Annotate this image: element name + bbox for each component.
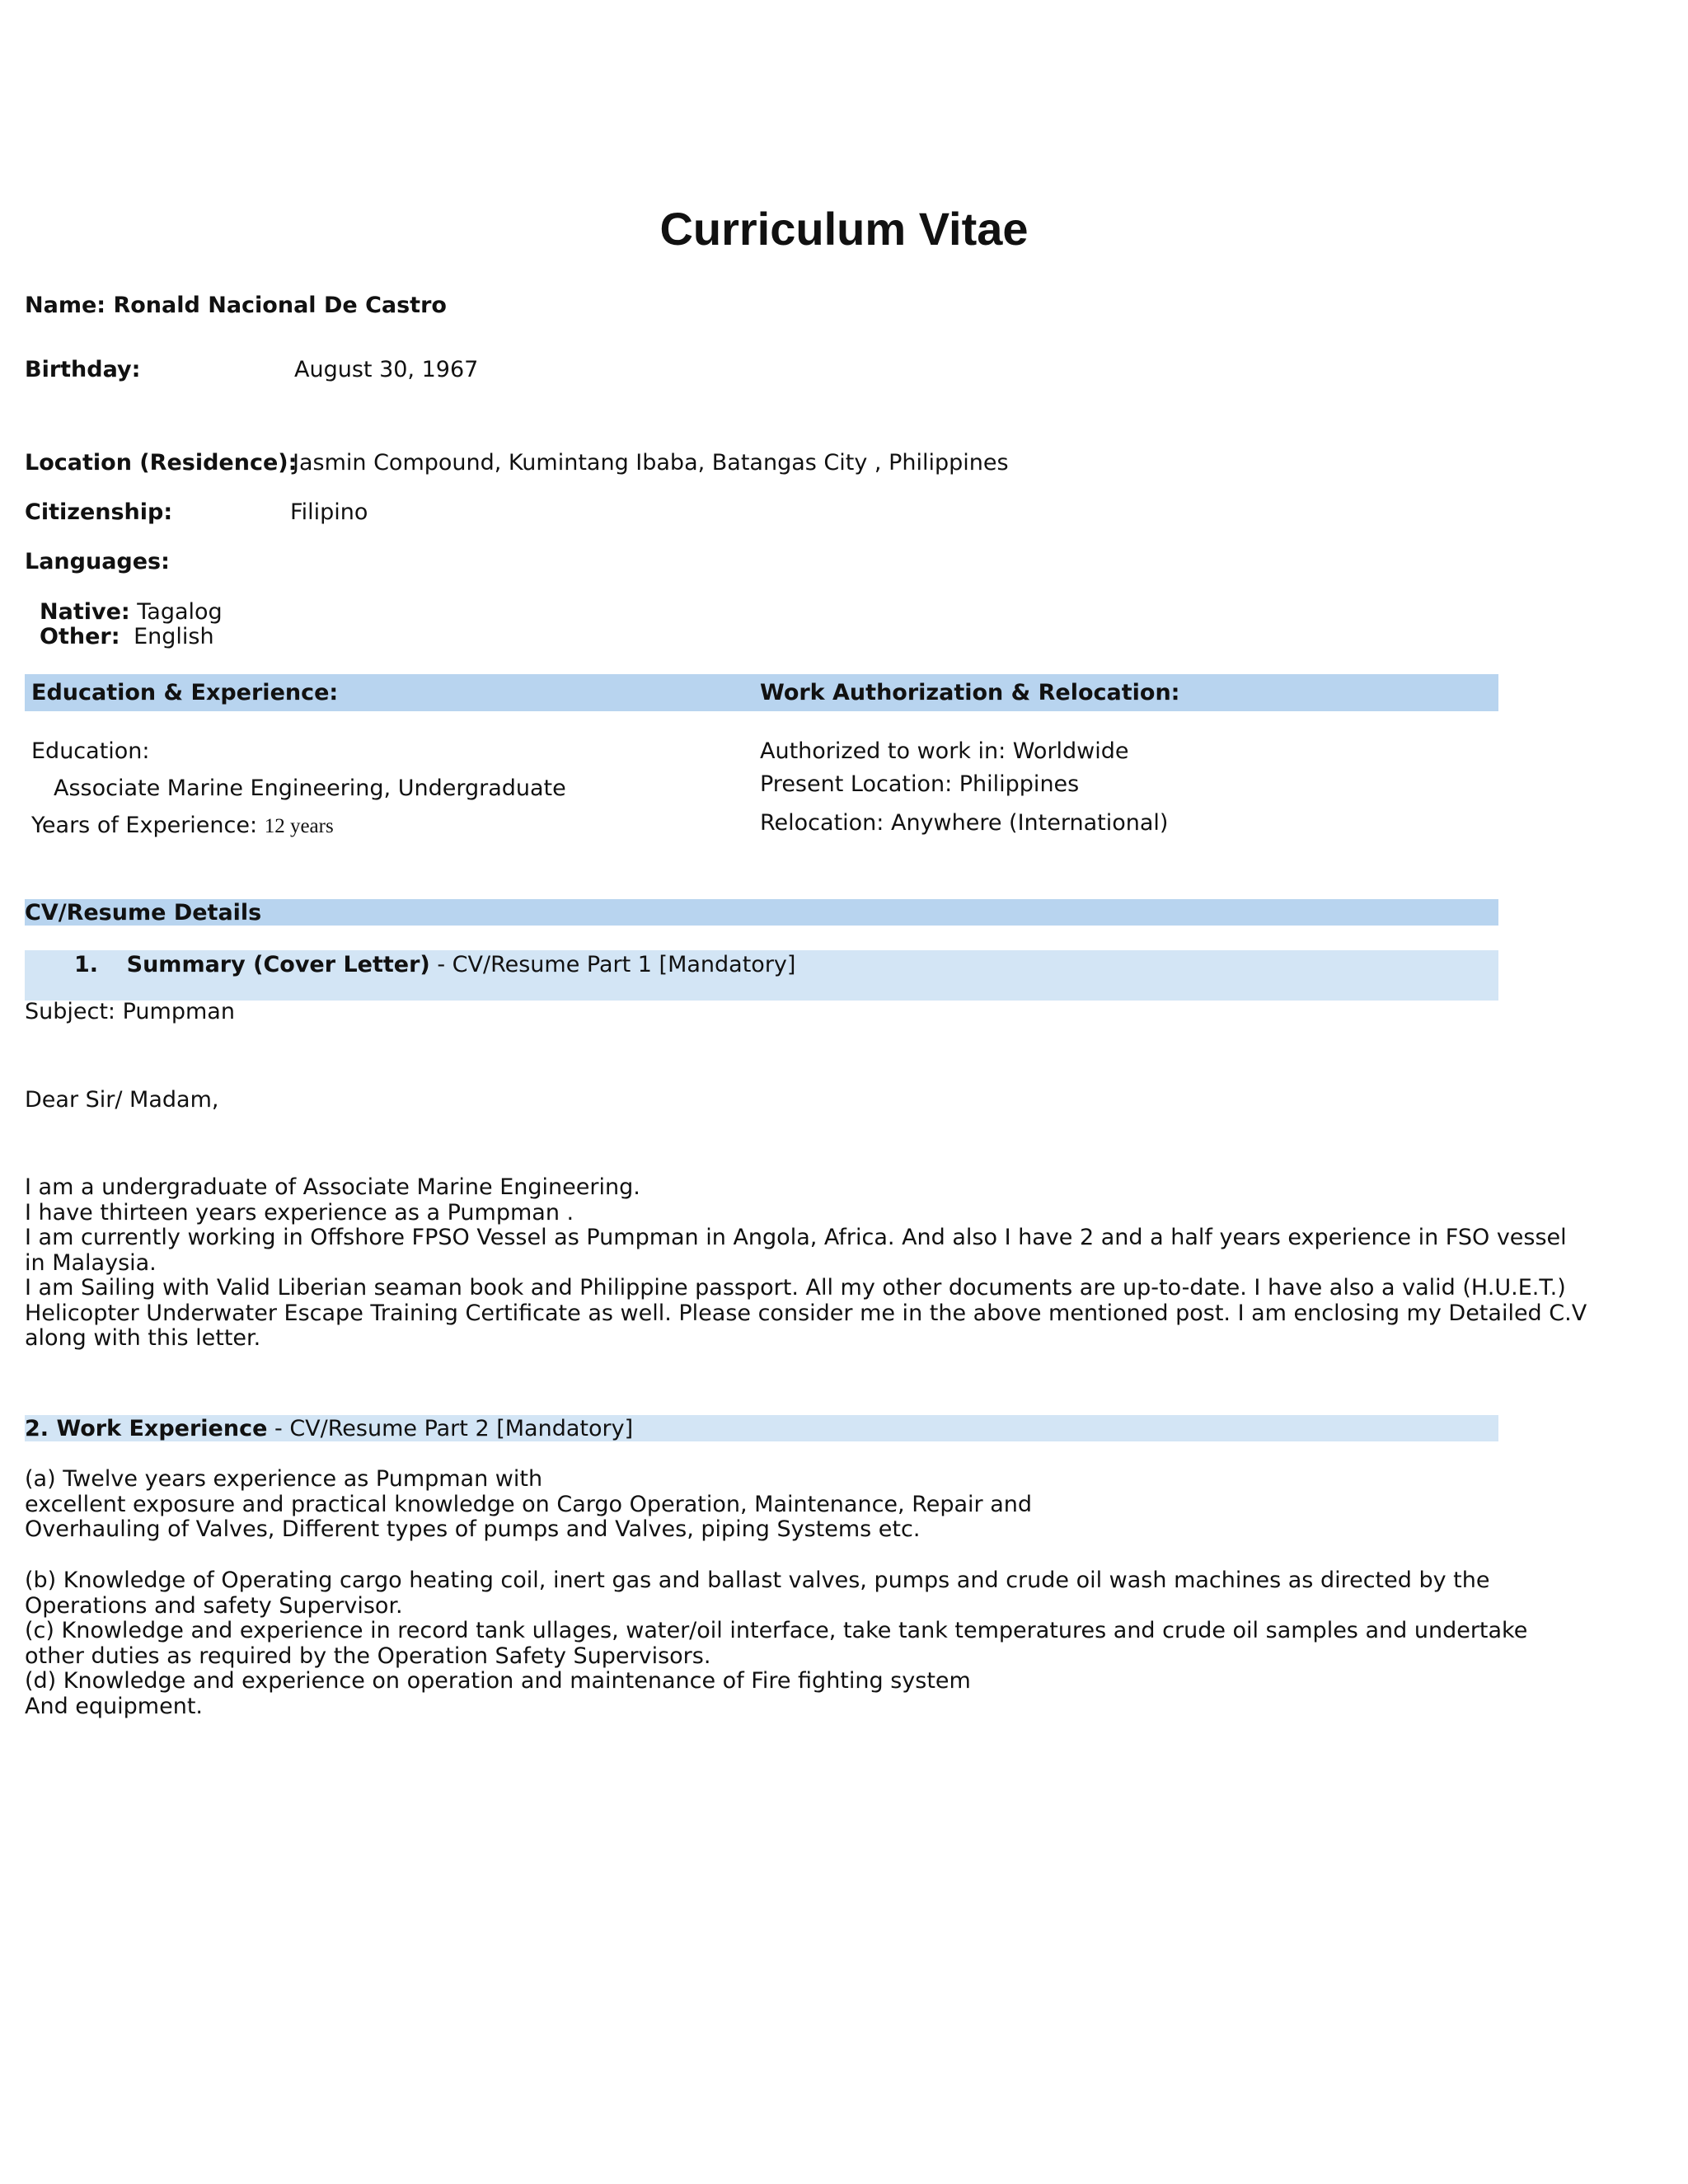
birthday-value: August 30, 1967: [294, 357, 479, 382]
cover-letter-line: I am Sailing with Valid Liberian seaman book and Philippine passport. All my other documents are up-to-date. I have also a valid (H.U.E.T.): [25, 1275, 1566, 1301]
cover-letter-line: I am currently working in Offshore FPSO Vessel as Pumpman in Angola, Africa. And also I have 2 and a half years experience in FSO vessel: [25, 1225, 1567, 1250]
education-degree: Associate Marine Engineering, Undergraduate: [54, 776, 566, 801]
name-row: [25, 293, 447, 318]
citizenship-value: Filipino: [290, 499, 368, 525]
native-value: Tagalog: [137, 599, 223, 625]
section2-heading: [25, 1418, 633, 1440]
cover-letter-line: I am a undergraduate of Associate Marine Engineering.: [25, 1174, 640, 1200]
section2-band: [25, 1415, 1498, 1441]
education-header: Education & Experience:: [31, 680, 339, 705]
cover-letter-line: I have thirteen years experience as a Pumpman .: [25, 1199, 574, 1226]
years-label: Years of Experience:: [31, 813, 258, 838]
work-experience-line: other duties as required by the Operation Safety Supervisors.: [25, 1643, 711, 1669]
cover-letter-body: [25, 1174, 1587, 1352]
work-experience-line: (d) Knowledge and experience on operation and maintenance of Fire fighting system: [25, 1668, 971, 1694]
native-language-row: [40, 599, 223, 625]
authorized-to-work: Authorized to work in: Worldwide: [760, 738, 1129, 764]
section1-heading: [74, 954, 795, 976]
cover-letter-line: Helicopter Underwater Escape Training Certificate as well. Please consider me in the above mentioned post. I am enclosing my Detailed C.V: [25, 1300, 1587, 1326]
section2-title: 2. Work Experience: [25, 1416, 268, 1441]
work-experience-line: Overhauling of Valves, Different types of pumps and Valves, piping Systems etc.: [25, 1516, 921, 1542]
other-language-row: [40, 624, 214, 649]
cover-letter-line: along with this letter.: [25, 1325, 261, 1351]
languages-label: Languages:: [25, 549, 170, 574]
cv-details-header: CV/Resume Details: [25, 900, 262, 926]
years-value: 12 years: [264, 815, 334, 837]
education-work-header-band: [25, 674, 1498, 711]
document-title: Curriculum Vitae: [659, 203, 1029, 255]
work-experience-line: (c) Knowledge and experience in record tank ullages, water/oil interface, take tank temperatures and crude oil samples and undertake: [25, 1618, 1528, 1643]
work-experience-block-b: [25, 1568, 1528, 1719]
work-experience-line: excellent exposure and practical knowledge on Cargo Operation, Maintenance, Repair and: [25, 1491, 1033, 1517]
section1-suffix: - CV/Resume Part 1 [Mandatory]: [429, 952, 796, 977]
work-experience-line: And equipment.: [25, 1693, 203, 1719]
section2-suffix: - CV/Resume Part 2 [Mandatory]: [267, 1416, 634, 1441]
work-authorization-header: Work Authorization & Relocation:: [760, 680, 1180, 705]
education-label: Education:: [31, 738, 150, 764]
section1-band: [25, 950, 1498, 1001]
work-experience-line: (a) Twelve years experience as Pumpman with: [25, 1466, 543, 1492]
citizenship-label: Citizenship:: [25, 499, 173, 525]
section1-title: Summary (Cover Letter): [126, 952, 430, 977]
cover-letter-line: in Malaysia.: [25, 1249, 157, 1276]
other-value: English: [134, 624, 214, 649]
years-experience-row: [31, 813, 334, 838]
name-label: Name:: [25, 293, 106, 318]
cv-details-band: [25, 899, 1498, 926]
present-location: Present Location: Philippines: [760, 771, 1080, 797]
work-experience-block-a: [25, 1467, 1500, 1543]
work-experience-line: Operations and safety Supervisor.: [25, 1592, 403, 1619]
native-label: Native:: [40, 599, 130, 625]
section1-number: 1.: [74, 952, 99, 977]
relocation: Relocation: Anywhere (International): [760, 810, 1169, 836]
birthday-label: Birthday:: [25, 357, 141, 382]
work-experience-line: (b) Knowledge of Operating cargo heating coil, inert gas and ballast valves, pumps and crude oil wash machines as directed by the: [25, 1568, 1490, 1593]
cover-letter-salutation: Dear Sir/ Madam,: [25, 1087, 219, 1113]
cover-letter-subject: Subject: Pumpman: [25, 999, 235, 1024]
other-label: Other:: [40, 624, 120, 649]
name-value: Ronald Nacional De Castro: [113, 293, 447, 318]
location-label: Location (Residence):: [25, 450, 298, 476]
location-value: Jasmin Compound, Kumintang Ibaba, Batangas City , Philippines: [293, 450, 1009, 476]
